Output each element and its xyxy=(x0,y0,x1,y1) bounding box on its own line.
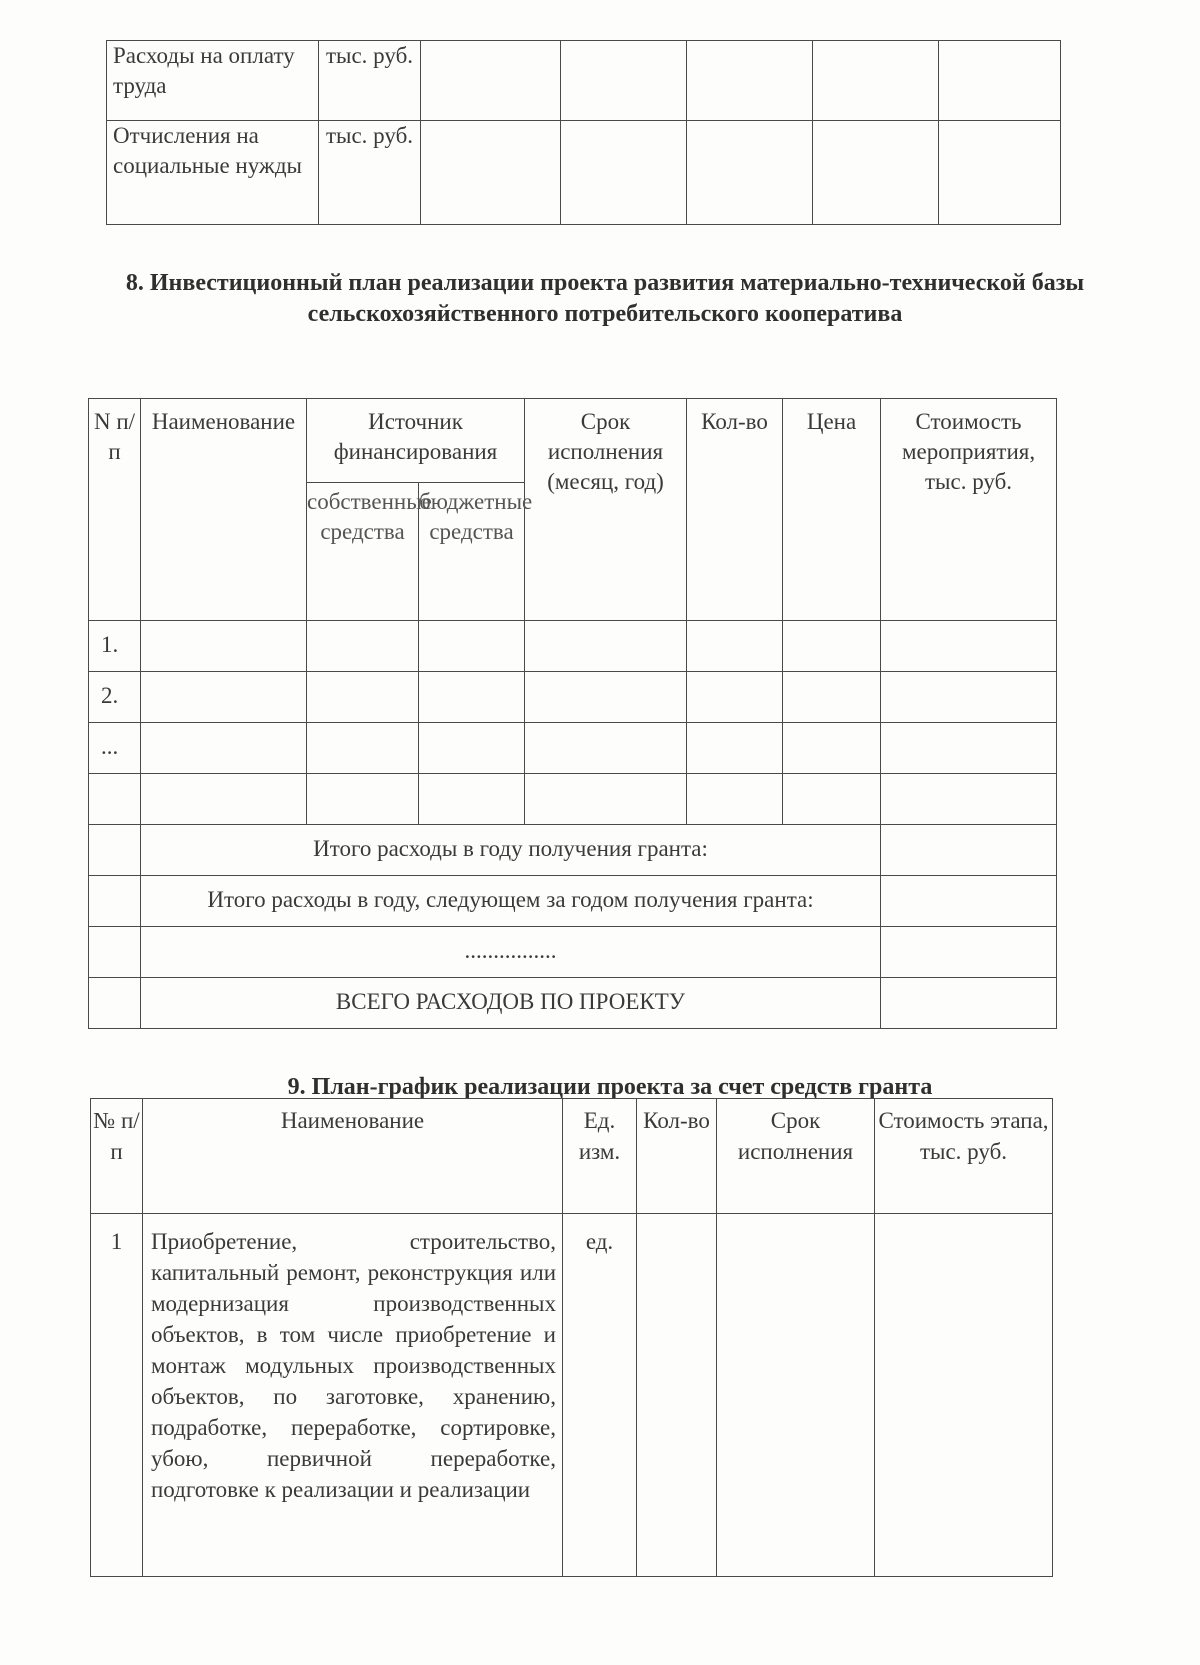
row-num: 1 xyxy=(91,1214,143,1577)
row-label: Расходы на оплату труда xyxy=(107,41,319,121)
table-row xyxy=(89,723,1057,774)
total-grant-year: Итого расходы в году получения гранта: xyxy=(141,825,881,876)
header-budget-funds: бюджетные средства xyxy=(419,483,525,621)
total-ellipsis: ................ xyxy=(141,927,881,978)
header-unit: Ед. изм. xyxy=(563,1099,637,1214)
header-term: Срок исполнения (месяц, год) xyxy=(525,399,687,621)
row-description: Приобретение, строительство, капитальный ремонт, реконструкция или модернизация производственных объектов, в том числе приобретение и монтаж модульных производственных объектов, по заготовке, хранению, подработке, переработке, сортировке, убою, первичной переработке, подготовке к реализации и реализации xyxy=(143,1214,563,1577)
total-row xyxy=(89,927,1057,978)
total-row xyxy=(89,978,1057,1029)
table-row xyxy=(89,774,1057,825)
header-row xyxy=(89,399,1057,483)
section-8-title: 8. Инвестиционный план реализации проекта развития материально-технической базы сельскохозяйственного потребительского кооператива xyxy=(125,270,1085,327)
table-row xyxy=(91,1214,1053,1577)
total-row xyxy=(89,825,1057,876)
row-unit: тыс. руб. xyxy=(319,41,421,121)
header-name: Наименование xyxy=(143,1099,563,1214)
grant-schedule-table xyxy=(90,1098,1053,1577)
header-cost: Стоимость мероприятия, тыс. руб. xyxy=(881,399,1057,621)
header-row xyxy=(91,1099,1053,1214)
header-source: Источник финансирования xyxy=(307,399,525,483)
table-row xyxy=(89,621,1057,672)
section-9-title: 9. План-график реализации проекта за счет средств гранта xyxy=(287,1074,933,1100)
header-num: № п/п xyxy=(91,1099,143,1214)
row-unit: ед. xyxy=(563,1214,637,1577)
header-cost: Стоимость этапа, тыс. руб. xyxy=(875,1099,1053,1214)
header-name: Наименование xyxy=(141,399,307,621)
row-num: ... xyxy=(89,723,141,774)
total-row xyxy=(89,876,1057,927)
row-num: 2. xyxy=(89,672,141,723)
row-num: 1. xyxy=(89,621,141,672)
header-qty: Кол-во xyxy=(687,399,783,621)
header-own-funds: собственные средства xyxy=(307,483,419,621)
row-label: Отчисления на социальные нужды xyxy=(107,121,319,225)
total-next-year: Итого расходы в году, следующем за годом получения гранта: xyxy=(141,876,881,927)
row-num xyxy=(89,774,141,825)
table-row xyxy=(107,41,1061,121)
row-unit: тыс. руб. xyxy=(319,121,421,225)
expenses-table-fragment xyxy=(106,40,1061,225)
header-price: Цена xyxy=(783,399,881,621)
header-qty: Кол-во xyxy=(637,1099,717,1214)
grand-total: ВСЕГО РАСХОДОВ ПО ПРОЕКТУ xyxy=(141,978,881,1029)
header-num: N п/п xyxy=(89,399,141,621)
header-term: Срок исполнения xyxy=(717,1099,875,1214)
investment-plan-table xyxy=(88,398,1057,1029)
table-row xyxy=(107,121,1061,225)
table-row xyxy=(89,672,1057,723)
